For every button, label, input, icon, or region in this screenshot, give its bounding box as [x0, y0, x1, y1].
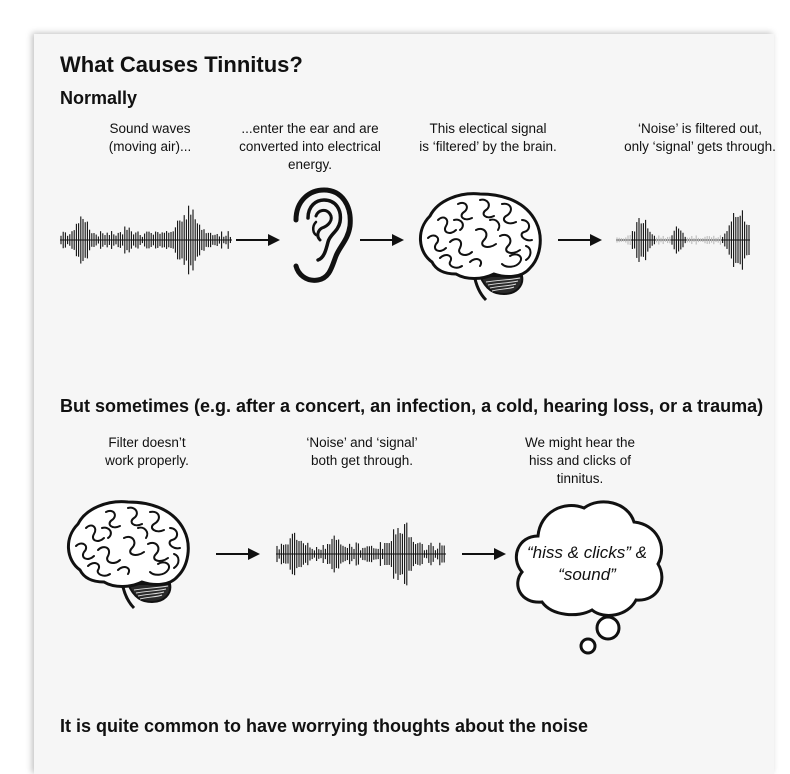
- brain-icon: [414, 190, 544, 302]
- caption-hear-tinnitus: We might hear the hiss and clicks of tinnitus.: [524, 435, 636, 486]
- bubble-text: “hiss & clicks” & “sound”: [527, 543, 647, 584]
- page-title: What Causes Tinnitus?: [60, 52, 303, 77]
- brain-icon: [62, 498, 192, 610]
- section-heading-sometimes: But sometimes (e.g. after a concert, an infection, a cold, hearing loss, or a trauma): [60, 396, 764, 416]
- arrow-right-icon: [236, 232, 280, 248]
- arrow-right-icon: [216, 546, 260, 562]
- filtered-wave-icon: [616, 200, 750, 280]
- caption-ear: ...enter the ear and are converted into electrical energy.: [239, 121, 381, 172]
- section-heading-worry: It is quite common to have worrying thoughts about the noise: [60, 716, 589, 736]
- ear-icon: [282, 186, 354, 284]
- noisy-wave-icon: [276, 514, 446, 594]
- caption-noise-filtered: ‘Noise’ is filtered out, only ‘signal’ gets through.: [624, 121, 776, 154]
- caption-filter-broken: Filter doesn’t work properly.: [105, 435, 189, 468]
- arrow-right-icon: [558, 232, 602, 248]
- caption-noise-signal: ‘Noise’ and ‘signal’ both get through.: [306, 435, 418, 468]
- section-heading-normally: Normally: [60, 88, 138, 108]
- caption-brain-filter: This electical signal is ‘filtered’ by the brain.: [419, 121, 557, 154]
- caption-sound-waves: Sound waves (moving air)...: [108, 121, 192, 154]
- arrow-right-icon: [360, 232, 404, 248]
- sound-wave-icon: [60, 200, 232, 280]
- arrow-right-icon: [462, 546, 506, 562]
